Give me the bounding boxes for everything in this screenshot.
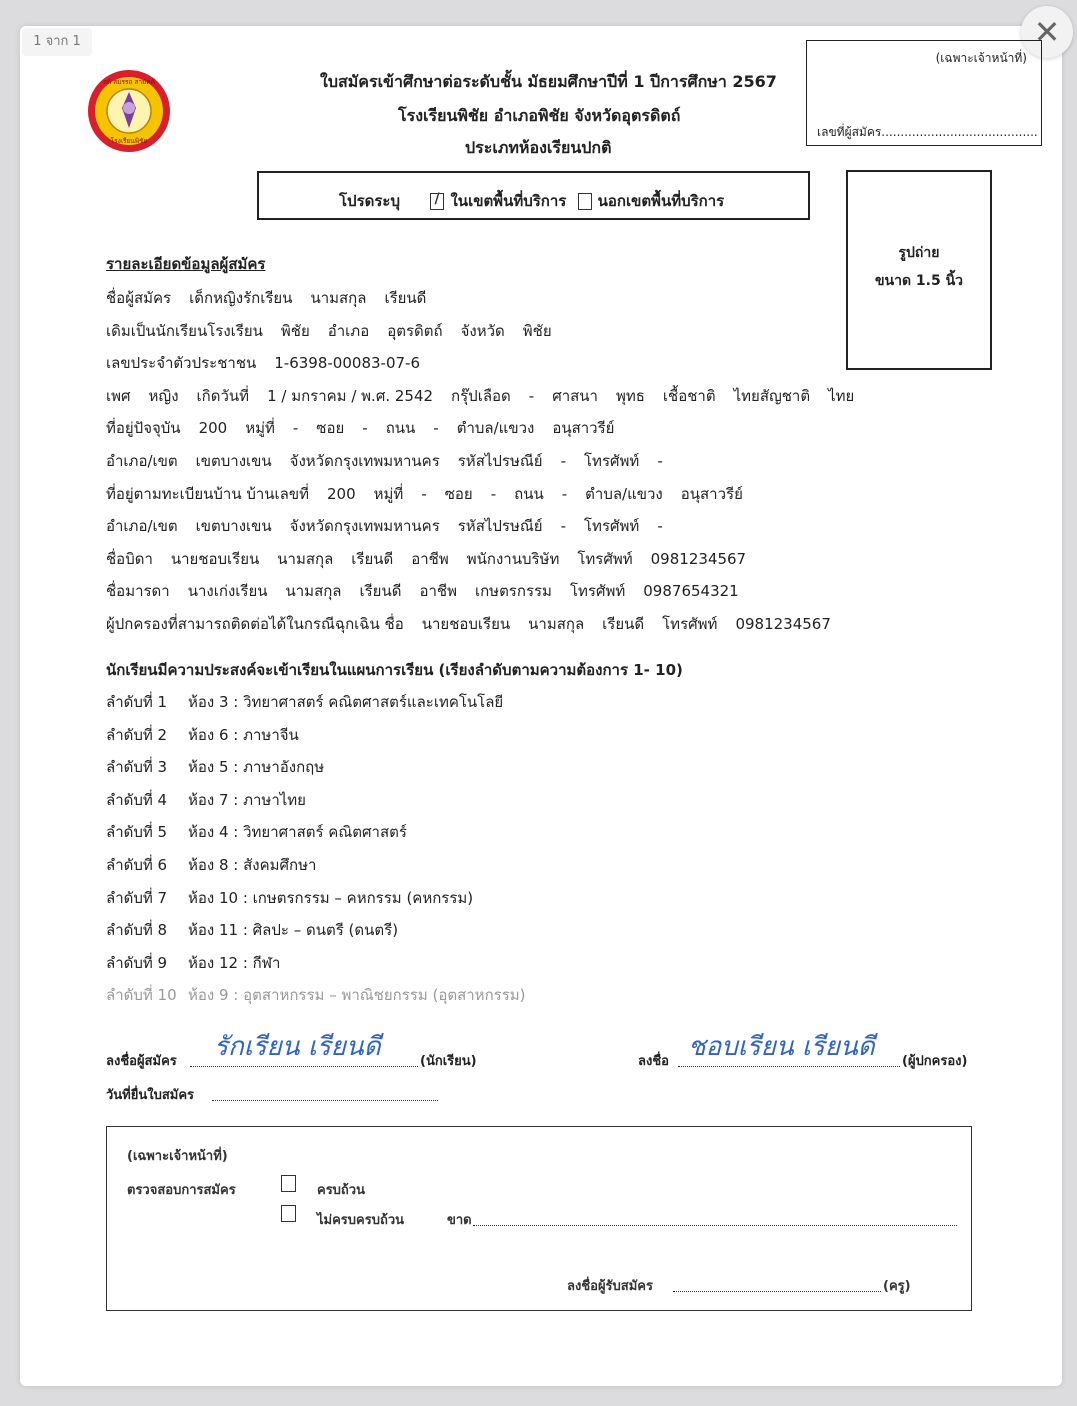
detail-field: ซอย <box>444 484 473 503</box>
detail-field: เดิมเป็นนักเรียนโรงเรียน <box>106 321 263 340</box>
detail-field: ตำบล/แขวง <box>585 484 663 503</box>
detail-field: 0981234567 <box>735 615 831 633</box>
preference-room: ห้อง 6 : ภาษาจีน <box>188 725 299 744</box>
applicant-sign-label: ลงชื่อผู้สมัคร <box>106 1054 177 1069</box>
detail-field: โทรศัพท์ <box>577 549 633 568</box>
preference-item <box>106 983 526 1007</box>
receiver-sign-label: ลงชื่อผู้รับสมัคร <box>567 1279 653 1294</box>
complete-checkbox[interactable] <box>281 1175 296 1192</box>
detail-field: 200 <box>327 484 356 503</box>
detail-field: เรียนดี <box>359 582 402 601</box>
detail-field: เรียนดี <box>602 615 645 633</box>
preference-rank: ลำดับที่ 3 <box>106 758 168 777</box>
detail-field: เกษตรกรรม <box>474 582 552 601</box>
detail-row <box>106 319 570 343</box>
form-title: ใบสมัครเข้าศึกษาต่อระดับชั้น มัธยมศึกษาปีที่ 1 ปีการศึกษา 2567 <box>320 72 777 91</box>
detail-field: โทรศัพท์ <box>662 615 718 633</box>
preference-rank: ลำดับที่ 9 <box>106 953 168 972</box>
photo-size-label: ขนาด 1.5 นิ้ว <box>874 273 964 289</box>
detail-row <box>106 547 764 571</box>
logo-text-top: สติ สมรรถ สามัคคี <box>102 78 156 86</box>
detail-field: อำเภอ/เขต <box>106 517 178 536</box>
detail-field: โทรศัพท์ <box>569 582 626 601</box>
detail-field: - <box>657 452 663 470</box>
preference-item <box>106 951 280 975</box>
detail-field: ตำบล/แขวง <box>456 419 535 438</box>
detail-field: อำเภอ <box>327 321 370 340</box>
detail-field: ซอย <box>316 419 345 438</box>
receiver-role-label: (ครู) <box>883 1279 911 1294</box>
detail-field: โทรศัพท์ <box>584 452 640 470</box>
submit-date-label: วันที่ยื่นใบสมัคร <box>106 1088 195 1103</box>
detail-field: เขตบางเขน <box>195 452 272 470</box>
detail-row <box>106 286 444 310</box>
detail-field: จังหวัดกรุงเทพมหานคร <box>289 452 440 470</box>
detail-row <box>106 416 632 440</box>
detail-field: - <box>560 452 566 470</box>
office-box-title: (เฉพาะเจ้าหน้าที่) <box>127 1149 228 1164</box>
detail-field: ชื่อผู้สมัคร <box>106 289 172 307</box>
detail-field: หมู่ที่ <box>245 419 275 438</box>
detail-field: เรียนดี <box>384 289 427 307</box>
detail-field: 1 / มกราคม / พ.ศ. 2542 <box>267 386 434 405</box>
in-area-checkbox[interactable] <box>430 193 444 210</box>
detail-field: - <box>421 484 427 503</box>
preference-item <box>106 853 316 877</box>
preferences-heading: นักเรียนมีความประสงค์จะเข้าเรียนในแผนการเรียน (เรียงลำดับตามความต้องการ 1- 10) <box>106 661 683 679</box>
detail-row <box>106 514 681 538</box>
detail-field: หมู่ที่ <box>373 484 404 503</box>
detail-field: - <box>657 517 663 536</box>
detail-field: อนุสาวรีย์ <box>680 484 743 503</box>
detail-field: 200 <box>198 419 228 438</box>
incomplete-checkbox[interactable] <box>281 1205 296 1222</box>
office-use-box <box>106 1126 972 1311</box>
detail-field: ที่อยู่ตามทะเบียนบ้าน บ้านเลขที่ <box>106 484 309 503</box>
detail-field: อำเภอ/เขต <box>106 452 178 470</box>
close-icon: ✕ <box>1033 13 1061 51</box>
detail-row <box>106 579 757 603</box>
guardian-sign-label: ลงชื่อ <box>638 1054 669 1069</box>
detail-field: นายชอบเรียน <box>421 615 511 633</box>
school-logo <box>86 68 172 154</box>
detail-field: นามสกุล <box>528 615 585 633</box>
form-school: โรงเรียนพิชัย อำเภอพิชัย จังหวัดอุตรดิตถ์ <box>398 106 681 125</box>
detail-field: ศาสนา <box>552 386 598 405</box>
preference-rank: ลำดับที่ 5 <box>106 823 168 842</box>
preference-rank: ลำดับที่ 6 <box>106 856 168 874</box>
preference-room: ห้อง 9 : อุตสาหกรรม – พาณิชยกรรม (อุตสาหกรรม) <box>188 986 526 1005</box>
in-area-label: ในเขตพื้นที่บริการ <box>450 192 567 210</box>
preference-room: ห้อง 8 : สังคมศึกษา <box>188 856 317 874</box>
preference-rank: ลำดับที่ 2 <box>106 725 168 744</box>
submit-date-line <box>212 1100 438 1101</box>
detail-field: อาชีพ <box>419 582 457 601</box>
preference-room: ห้อง 4 : วิทยาศาสตร์ คณิตศาสตร์ <box>188 823 407 842</box>
service-area-box <box>257 171 810 220</box>
staff-only-box <box>806 40 1042 146</box>
detail-field: - <box>560 517 566 536</box>
detail-field: ไทยสัญชาติ <box>733 386 811 405</box>
photo-label: รูปถ่าย <box>898 245 940 261</box>
details-heading: รายละเอียดข้อมูลผู้สมัคร <box>106 255 266 273</box>
detail-field: พิชัย <box>522 321 552 340</box>
detail-field: ไทย <box>828 386 855 405</box>
detail-field: อาชีพ <box>411 549 449 568</box>
guardian-signature: ชอบเรียน เรียนดี <box>688 1032 875 1062</box>
detail-row <box>106 351 438 375</box>
photo-box <box>846 170 992 370</box>
detail-field: - <box>292 419 299 438</box>
detail-field: เด็กหญิงรักเรียน <box>189 289 293 307</box>
detail-field: เลขประจำตัวประชาชน <box>106 354 257 373</box>
incomplete-label: ไม่ครบครบถ้วน <box>317 1213 405 1228</box>
detail-field: เขตบางเขน <box>195 517 272 536</box>
detail-field: อนุสาวรีย์ <box>552 419 615 438</box>
detail-field: รหัสไปรษณีย์ <box>457 517 543 536</box>
preference-item <box>106 690 503 714</box>
preference-room: ห้อง 5 : ภาษาอังกฤษ <box>188 758 325 777</box>
detail-field: อุตรดิตถ์ <box>387 321 443 340</box>
detail-field: ถนน <box>514 484 544 503</box>
detail-field: นามสกุล <box>285 582 342 601</box>
detail-field: เกิดวันที่ <box>196 386 250 405</box>
detail-field: ชื่อมารดา <box>106 582 170 601</box>
missing-line <box>473 1225 957 1226</box>
detail-field: - <box>490 484 497 503</box>
preference-item <box>106 723 299 747</box>
detail-field: จังหวัดกรุงเทพมหานคร <box>289 517 440 536</box>
preference-item <box>106 918 398 942</box>
applicant-role-label: (นักเรียน) <box>420 1054 477 1069</box>
preference-rank: ลำดับที่ 10 <box>106 986 177 1005</box>
logo-text-bottom: โรงเรียนพิชัย <box>110 137 148 145</box>
preference-item <box>106 755 324 779</box>
verify-label: ตรวจสอบการสมัคร <box>127 1183 236 1198</box>
detail-field: พิชัย <box>280 321 310 340</box>
preference-room: ห้อง 12 : กีฬา <box>188 953 281 972</box>
detail-field: ผู้ปกครองที่สามารถติดต่อได้ในกรณีฉุกเฉิน ชื่อ <box>106 615 404 633</box>
detail-field: - <box>528 386 535 405</box>
detail-field: นายชอบเรียน <box>170 549 260 568</box>
preference-rank: ลำดับที่ 4 <box>106 790 168 809</box>
detail-field: 1-6398-00083-07-6 <box>274 354 420 373</box>
detail-field: 0987654321 <box>643 582 739 601</box>
detail-field: เรียนดี <box>351 549 394 568</box>
preference-item <box>106 788 306 812</box>
detail-field: กรุ๊ปเลือด <box>451 386 511 405</box>
detail-row <box>106 449 681 473</box>
preference-room: ห้อง 11 : ศิลปะ – ดนตรี (ดนตรี) <box>188 921 399 940</box>
preference-rank: ลำดับที่ 8 <box>106 921 168 940</box>
detail-field: เชื้อชาติ <box>662 386 716 405</box>
detail-row <box>106 612 849 636</box>
preference-item <box>106 886 473 910</box>
preference-rank: ลำดับที่ 7 <box>106 888 168 907</box>
preference-room: ห้อง 10 : เกษตรกรรม – คหกรรม (คหกรรม) <box>188 888 474 907</box>
detail-field: ชื่อบิดา <box>106 549 153 568</box>
detail-field: ที่อยู่ปัจจุบัน <box>106 419 181 438</box>
detail-field: โทรศัพท์ <box>584 517 640 536</box>
preference-rank: ลำดับที่ 1 <box>106 693 168 711</box>
staff-box-title: (เฉพาะเจ้าหน้าที่) <box>935 51 1027 65</box>
detail-field: พุทธ <box>615 386 645 405</box>
missing-label: ขาด <box>447 1213 472 1228</box>
preference-item <box>106 820 407 844</box>
detail-field: พนักงานบริษัท <box>466 549 560 568</box>
detail-field: เพศ <box>106 386 131 405</box>
receiver-sign-line <box>673 1291 881 1292</box>
out-area-checkbox[interactable] <box>578 193 592 210</box>
detail-field: จังหวัด <box>460 321 505 340</box>
guardian-role-label: (ผู้ปกครอง) <box>902 1054 968 1069</box>
detail-field: ถนน <box>385 419 416 438</box>
detail-field: นางเก่งเรียน <box>187 582 268 601</box>
detail-row <box>106 384 872 408</box>
detail-field: - <box>362 419 368 438</box>
detail-field: - <box>561 484 568 503</box>
applicant-number-field: เลขที่ผู้สมัคร......................................... <box>817 125 1038 139</box>
detail-field: - <box>433 419 439 438</box>
applicant-signature: รักเรียน เรียนดี <box>214 1032 381 1062</box>
detail-field: รหัสไปรษณีย์ <box>457 452 543 470</box>
complete-label: ครบถ้วน <box>317 1183 365 1198</box>
out-area-label: นอกเขตพื้นที่บริการ <box>597 192 725 210</box>
specify-label: โปรดระบุ <box>339 192 401 210</box>
page-indicator: 1 จาก 1 <box>22 28 92 56</box>
detail-row <box>106 482 761 506</box>
form-type: ประเภทห้องเรียนปกติ <box>465 138 612 157</box>
detail-field: หญิง <box>148 386 179 405</box>
detail-field: นามสกุล <box>310 289 367 307</box>
detail-field: นามสกุล <box>277 549 334 568</box>
detail-field: 0981234567 <box>650 549 747 568</box>
preference-room: ห้อง 7 : ภาษาไทย <box>188 790 306 809</box>
preference-room: ห้อง 3 : วิทยาศาสตร์ คณิตศาสตร์และเทคโนโลยี <box>188 693 504 711</box>
